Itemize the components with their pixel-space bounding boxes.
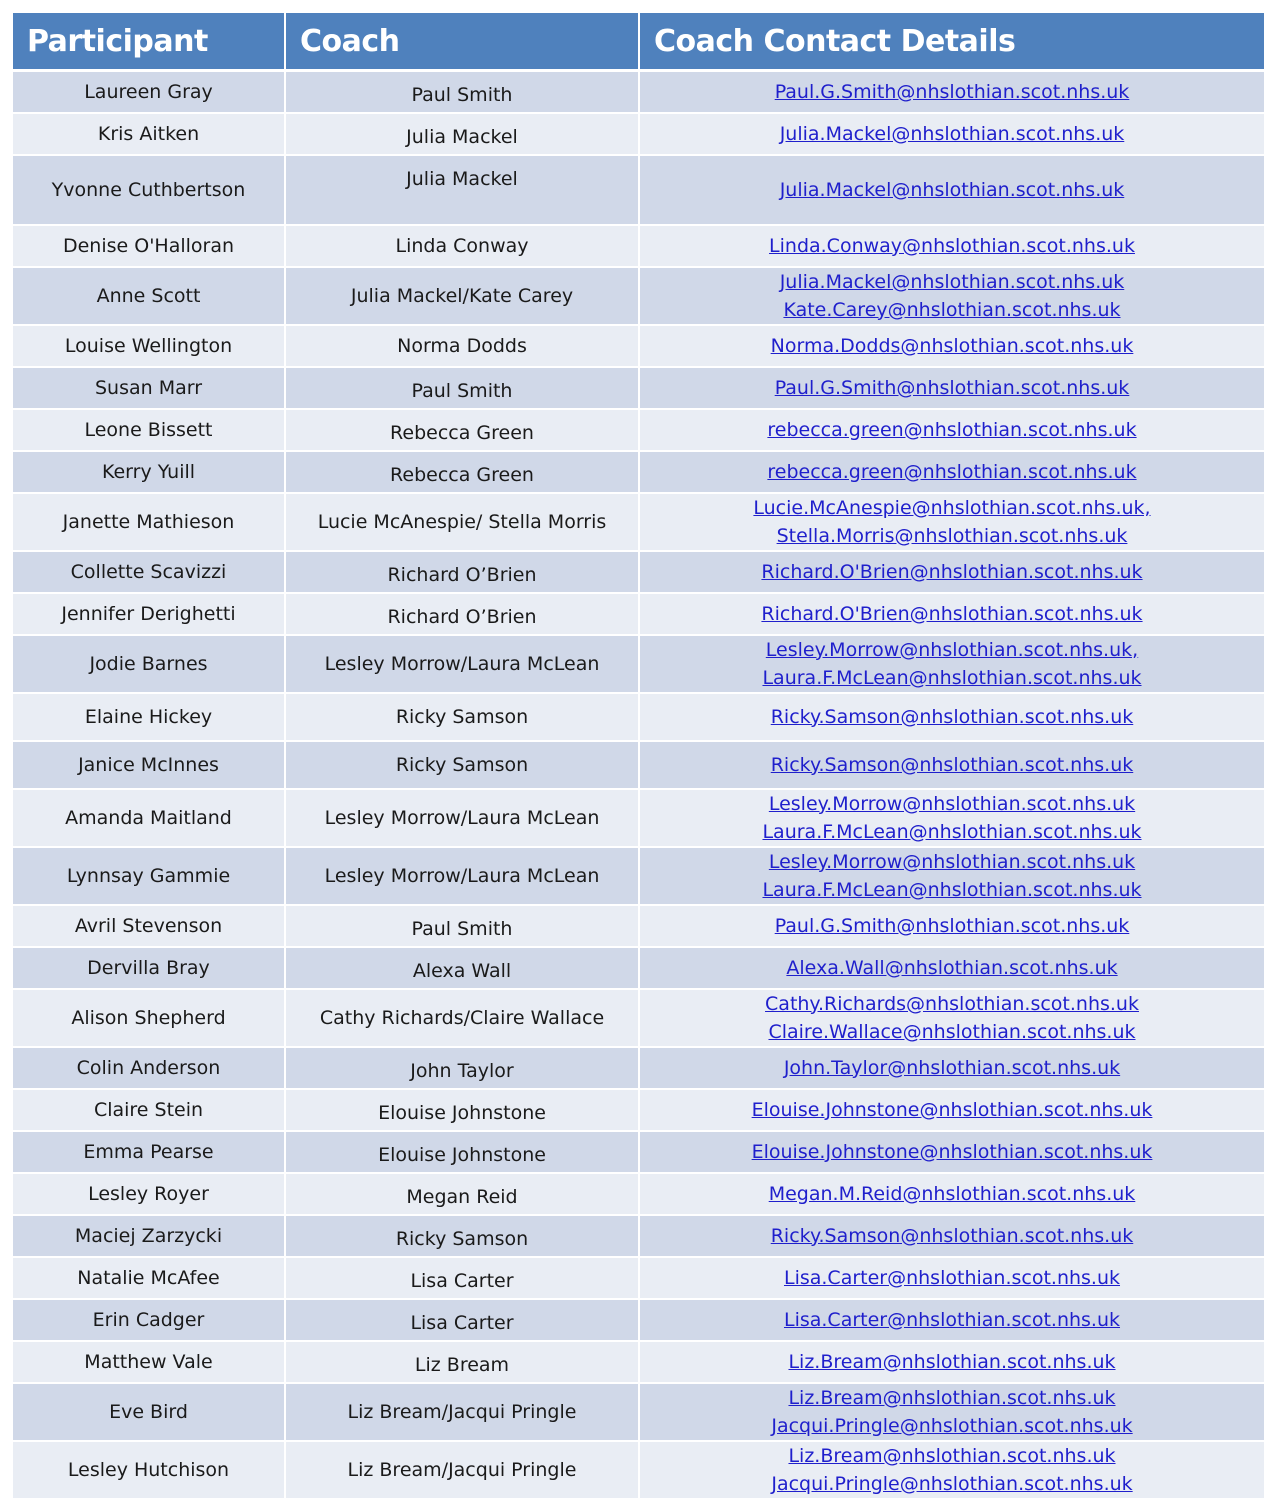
coach-contact-cell [639, 493, 1264, 551]
participant-name: Erin Cadger [13, 1299, 285, 1341]
table-row [13, 1047, 1264, 1089]
participant-name: Susan Marr [13, 367, 285, 409]
header-row [13, 13, 1264, 71]
coach-email-link[interactable]: Stella.Morris@nhslothian.scot.nhs.uk [776, 524, 1128, 547]
coach-name: Ricky Samson [285, 741, 639, 789]
participant-name: Kerry Yuill [13, 451, 285, 493]
coach-name: Lucie McAnespie/ Stella Morris [285, 493, 639, 551]
coach-name: Lisa Carter [285, 1299, 639, 1341]
table-row [13, 71, 1264, 113]
coach-name: Paul Smith [285, 71, 639, 113]
table-row [13, 493, 1264, 551]
table-row [13, 1089, 1264, 1131]
coach-contact-cell [639, 635, 1264, 693]
coach-contact-cell [639, 947, 1264, 989]
coach-name: Ricky Samson [285, 693, 639, 741]
coach-email-link[interactable]: Elouise.Johnstone@nhslothian.scot.nhs.uk [751, 1098, 1153, 1121]
coach-email-link[interactable]: Lucie.McAnespie@nhslothian.scot.nhs.uk, [753, 496, 1151, 519]
table-row [13, 947, 1264, 989]
participant-name: Alison Shepherd [13, 989, 285, 1047]
participant-name: Dervilla Bray [13, 947, 285, 989]
table-row [13, 113, 1264, 155]
coach-email-link[interactable]: Ricky.Samson@nhslothian.scot.nhs.uk [770, 753, 1134, 776]
coach-contact-cell [639, 905, 1264, 947]
table-row [13, 551, 1264, 593]
table-row [13, 847, 1264, 905]
coach-email-link[interactable]: Kate.Carey@nhslothian.scot.nhs.uk [783, 298, 1121, 321]
coach-email-link[interactable]: Claire.Wallace@nhslothian.scot.nhs.uk [768, 1020, 1136, 1043]
coach-name: Cathy Richards/Claire Wallace [285, 989, 639, 1047]
table-row [13, 451, 1264, 493]
coach-email-link[interactable]: Laura.F.McLean@nhslothian.scot.nhs.uk [762, 666, 1142, 689]
table-row [13, 1215, 1264, 1257]
coach-email-link[interactable]: Richard.O'Brien@nhslothian.scot.nhs.uk [761, 560, 1143, 583]
coach-contact-cell [639, 409, 1264, 451]
coach-name: Liz Bream [285, 1341, 639, 1383]
coach-email-link[interactable]: Paul.G.Smith@nhslothian.scot.nhs.uk [774, 80, 1130, 103]
coach-email-link[interactable]: Laura.F.McLean@nhslothian.scot.nhs.uk [762, 878, 1142, 901]
coach-name: Megan Reid [285, 1173, 639, 1215]
participant-name: Maciej Zarzycki [13, 1215, 285, 1257]
coach-name: Lisa Carter [285, 1257, 639, 1299]
participant-name: Natalie McAfee [13, 1257, 285, 1299]
table-row [13, 635, 1264, 693]
coach-email-link[interactable]: Liz.Bream@nhslothian.scot.nhs.uk [788, 1386, 1116, 1409]
participant-name: Avril Stevenson [13, 905, 285, 947]
table-row [13, 1299, 1264, 1341]
table-row [13, 155, 1264, 225]
table-row [13, 693, 1264, 741]
header-coach: Coach [285, 13, 639, 71]
coach-contact-cell [639, 1257, 1264, 1299]
coach-name: Rebecca Green [285, 451, 639, 493]
participant-name: Claire Stein [13, 1089, 285, 1131]
coach-contact-cell [639, 451, 1264, 493]
table-row [13, 789, 1264, 847]
participant-name: Jennifer Derighetti [13, 593, 285, 635]
coach-contact-cell [639, 225, 1264, 267]
coach-contact-cell [639, 367, 1264, 409]
coach-name: Elouise Johnstone [285, 1131, 639, 1173]
coach-contact-cell [639, 155, 1264, 225]
coach-name: Lesley Morrow/Laura McLean [285, 635, 639, 693]
coach-email-link[interactable]: Cathy.Richards@nhslothian.scot.nhs.uk [765, 992, 1139, 1015]
coach-email-link[interactable]: Megan.M.Reid@nhslothian.scot.nhs.uk [768, 1182, 1136, 1205]
coach-email-link[interactable]: Paul.G.Smith@nhslothian.scot.nhs.uk [774, 376, 1130, 399]
coach-email-link[interactable]: rebecca.green@nhslothian.scot.nhs.uk [767, 418, 1137, 441]
participant-name: Janice McInnes [13, 741, 285, 789]
table-row [13, 989, 1264, 1047]
coach-email-link[interactable]: Lesley.Morrow@nhslothian.scot.nhs.uk [768, 850, 1136, 873]
participant-name: Eve Bird [13, 1383, 285, 1441]
table-row [13, 1131, 1264, 1173]
coach-email-link[interactable]: rebecca.green@nhslothian.scot.nhs.uk [767, 460, 1137, 483]
coach-name: Richard O’Brien [285, 551, 639, 593]
coach-email-link[interactable]: Linda.Conway@nhslothian.scot.nhs.uk [769, 234, 1135, 257]
coach-contact-cell [639, 1173, 1264, 1215]
coach-name: Richard O’Brien [285, 593, 639, 635]
coach-contact-cell [639, 789, 1264, 847]
coach-contact-cell [639, 1215, 1264, 1257]
coach-name: Julia Mackel [285, 113, 639, 155]
table-row [13, 409, 1264, 451]
header-contact: Coach Contact Details [639, 13, 1264, 71]
coach-contact-cell [639, 593, 1264, 635]
coach-contact-cell [639, 847, 1264, 905]
coach-email-link[interactable]: Paul.G.Smith@nhslothian.scot.nhs.uk [774, 914, 1130, 937]
coach-name: Liz Bream/Jacqui Pringle [285, 1441, 639, 1499]
participant-name: Amanda Maitland [13, 789, 285, 847]
table-row [13, 367, 1264, 409]
table-row [13, 741, 1264, 789]
coach-name: Paul Smith [285, 367, 639, 409]
table-row [13, 1383, 1264, 1441]
coach-name: Ricky Samson [285, 1215, 639, 1257]
coach-contact-cell [639, 113, 1264, 155]
participant-name: Lesley Hutchison [13, 1441, 285, 1499]
coach-email-link[interactable]: Liz.Bream@nhslothian.scot.nhs.uk [788, 1444, 1116, 1467]
table-row [13, 325, 1264, 367]
coach-email-link[interactable]: Lesley.Morrow@nhslothian.scot.nhs.uk, [765, 638, 1139, 661]
coach-name: John Taylor [285, 1047, 639, 1089]
coach-name: Julia Mackel/Kate Carey [285, 267, 639, 325]
table-row [13, 905, 1264, 947]
coach-email-link[interactable]: Julia.Mackel@nhslothian.scot.nhs.uk [779, 178, 1125, 201]
coach-email-link[interactable]: Lisa.Carter@nhslothian.scot.nhs.uk [783, 1308, 1121, 1331]
coach-contact-cell [639, 1441, 1264, 1499]
participant-name: Yvonne Cuthbertson [13, 155, 285, 225]
coach-email-link[interactable]: Julia.Mackel@nhslothian.scot.nhs.uk [779, 270, 1125, 293]
participant-name: Elaine Hickey [13, 693, 285, 741]
coach-name: Rebecca Green [285, 409, 639, 451]
coach-email-link[interactable]: Ricky.Samson@nhslothian.scot.nhs.uk [770, 1224, 1134, 1247]
participant-name: Denise O'Halloran [13, 225, 285, 267]
coach-email-link[interactable]: John.Taylor@nhslothian.scot.nhs.uk [783, 1056, 1121, 1079]
coach-name: Elouise Johnstone [285, 1089, 639, 1131]
participant-name: Janette Mathieson [13, 493, 285, 551]
participant-name: Jodie Barnes [13, 635, 285, 693]
table-row [13, 1257, 1264, 1299]
participant-name: Emma Pearse [13, 1131, 285, 1173]
coach-email-link[interactable]: Jacqui.Pringle@nhslothian.scot.nhs.uk [771, 1472, 1133, 1495]
participant-name: Kris Aitken [13, 113, 285, 155]
coach-name: Paul Smith [285, 905, 639, 947]
coach-email-link[interactable]: Ricky.Samson@nhslothian.scot.nhs.uk [770, 705, 1134, 728]
coach-name: Linda Conway [285, 225, 639, 267]
coach-email-link[interactable]: Jacqui.Pringle@nhslothian.scot.nhs.uk [771, 1414, 1133, 1437]
coach-name: Liz Bream/Jacqui Pringle [285, 1383, 639, 1441]
coach-email-link[interactable]: Laura.F.McLean@nhslothian.scot.nhs.uk [762, 820, 1142, 843]
coach-contact-cell [639, 551, 1264, 593]
coach-name: Alexa Wall [285, 947, 639, 989]
participant-name: Laureen Gray [13, 71, 285, 113]
participant-name: Colin Anderson [13, 1047, 285, 1089]
coach-contact-cell [639, 989, 1264, 1047]
table-row [13, 267, 1264, 325]
coach-email-link[interactable]: Lesley.Morrow@nhslothian.scot.nhs.uk [768, 792, 1136, 815]
coach-email-link[interactable]: Richard.O'Brien@nhslothian.scot.nhs.uk [761, 602, 1143, 625]
participant-name: Lynnsay Gammie [13, 847, 285, 905]
coach-name: Lesley Morrow/Laura McLean [285, 789, 639, 847]
coach-contact-cell [639, 1131, 1264, 1173]
coach-contact-cell [639, 1299, 1264, 1341]
participant-name: Leone Bissett [13, 409, 285, 451]
coach-contact-cell [639, 1383, 1264, 1441]
coach-name: Lesley Morrow/Laura McLean [285, 847, 639, 905]
table-row [13, 1173, 1264, 1215]
participant-name: Anne Scott [13, 267, 285, 325]
coach-email-link[interactable]: Alexa.Wall@nhslothian.scot.nhs.uk [786, 956, 1118, 979]
coach-email-link[interactable]: Norma.Dodds@nhslothian.scot.nhs.uk [770, 334, 1134, 357]
header-participant: Participant [13, 13, 285, 71]
coach-contact-cell [639, 1341, 1264, 1383]
coach-name: Norma Dodds [285, 325, 639, 367]
participant-name: Lesley Royer [13, 1173, 285, 1215]
participant-name: Collette Scavizzi [13, 551, 285, 593]
coach-name: Julia Mackel [285, 155, 639, 225]
coach-email-link[interactable]: Liz.Bream@nhslothian.scot.nhs.uk [788, 1350, 1116, 1373]
coach-contact-cell [639, 1047, 1264, 1089]
coach-contact-cell [639, 71, 1264, 113]
coach-contact-cell [639, 693, 1264, 741]
table-row [13, 1341, 1264, 1383]
table-row [13, 225, 1264, 267]
coach-contact-cell [639, 267, 1264, 325]
table-row [13, 1441, 1264, 1499]
coach-contact-cell [639, 1089, 1264, 1131]
coach-contact-table [13, 13, 1264, 1500]
participant-name: Matthew Vale [13, 1341, 285, 1383]
coach-contact-cell [639, 741, 1264, 789]
coach-email-link[interactable]: Julia.Mackel@nhslothian.scot.nhs.uk [779, 122, 1125, 145]
coach-email-link[interactable]: Elouise.Johnstone@nhslothian.scot.nhs.uk [751, 1140, 1153, 1163]
coach-email-link[interactable]: Lisa.Carter@nhslothian.scot.nhs.uk [783, 1266, 1121, 1289]
table-row [13, 593, 1264, 635]
coach-contact-cell [639, 325, 1264, 367]
participant-name: Louise Wellington [13, 325, 285, 367]
